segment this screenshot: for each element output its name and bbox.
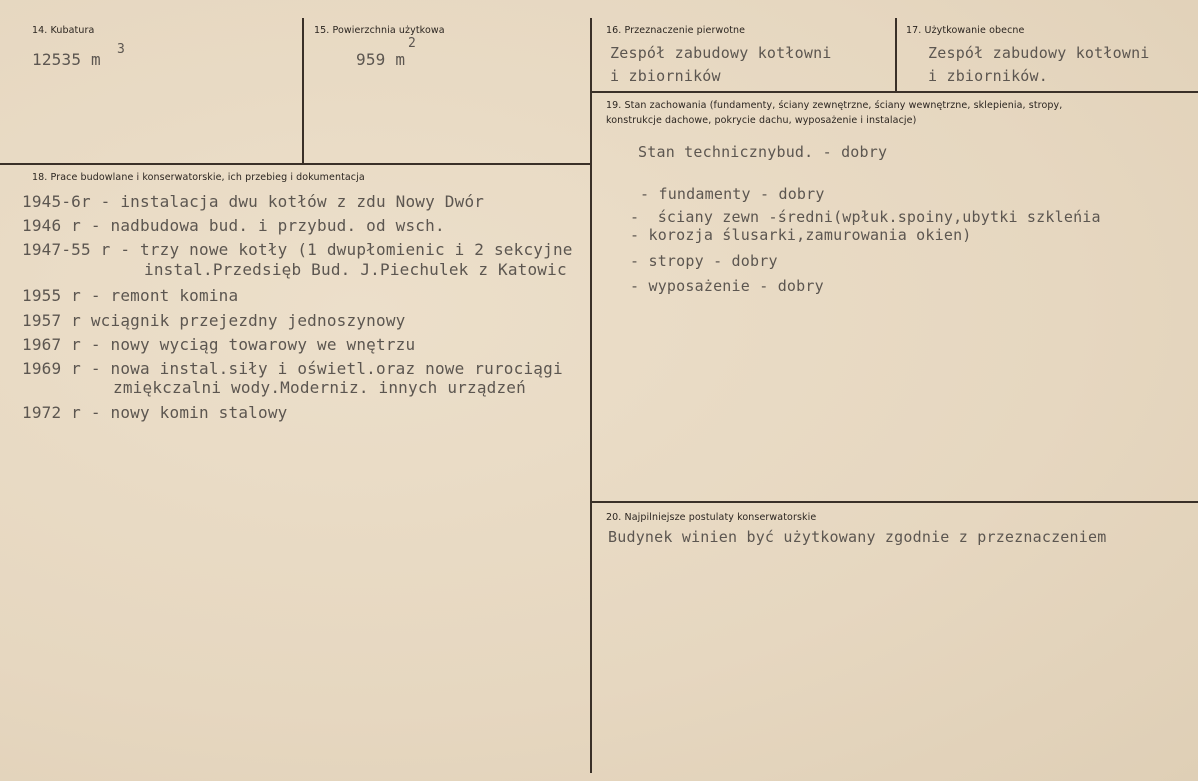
field-18-line-10: 1972 r - nowy komin stalowy: [22, 403, 288, 422]
field-19-line-5: - stropy - dobry: [630, 252, 778, 270]
field-17-label: 17. Użytkowanie obecne: [906, 25, 1025, 36]
field-19-line-2: - fundamenty - dobry: [640, 185, 825, 203]
field-17-line-1: Zespół zabudowy kotłowni: [928, 44, 1150, 62]
divider-h3: [590, 501, 1198, 503]
field-14-value: 12535 m: [32, 50, 101, 69]
field-14-unit-sup: 3: [117, 42, 125, 57]
divider-v3: [895, 18, 897, 92]
field-18-line-9: zmiękczalni wody.Moderniz. innych urządzeń: [113, 378, 526, 397]
field-14-label: 14. Kubatura: [32, 25, 95, 36]
field-16-label: 16. Przeznaczenie pierwotne: [606, 25, 746, 36]
field-15-label: 15. Powierzchnia użytkowa: [314, 25, 445, 36]
field-20-label: 20. Najpilniejsze postulaty konserwatorskie: [606, 512, 817, 523]
field-19-line-4: - korozja ślusarki,zamurowania okien): [630, 226, 972, 244]
field-17-line-2: i zbiorników.: [928, 67, 1048, 85]
field-15-value: 959 m: [356, 50, 406, 69]
field-18-line-8: 1969 r - nowa instal.siły i oświetl.oraz nowe rurociągi: [22, 359, 563, 378]
field-19-line-1: Stan technicznybud. - dobry: [638, 143, 888, 161]
field-18-label: 18. Prace budowlane i konserwatorskie, ich przebieg i dokumentacja: [32, 172, 365, 183]
divider-h1: [0, 163, 592, 165]
field-19-line-6: - wyposażenie - dobry: [630, 277, 824, 295]
field-18-line-5: 1955 r - remont komina: [22, 286, 239, 305]
field-19-label-line-2: konstrukcje dachowe, pokrycie dachu, wyposażenie i instalacje): [606, 115, 917, 126]
field-20-line-1: Budynek winien być użytkowany zgodnie z przeznaczeniem: [608, 528, 1107, 546]
field-15-unit-sup: 2: [408, 36, 416, 51]
field-18-line-2: 1946 r - nadbudowa bud. i przybud. od wsch.: [22, 216, 445, 235]
field-18-line-7: 1967 r - nowy wyciąg towarowy we wnętrzu: [22, 335, 416, 354]
field-18-line-4: instal.Przedsięb Bud. J.Piechulek z Katowic: [144, 260, 567, 279]
field-18-line-3: 1947-55 r - trzy nowe kotły (1 dwupłomienic i 2 sekcyjne: [22, 240, 573, 259]
field-16-line-1: Zespół zabudowy kotłowni: [610, 44, 832, 62]
field-19-line-3: - ściany zewn -średni(wpłuk.spoiny,ubytki szkleńia: [630, 208, 1101, 226]
divider-v2: [590, 18, 592, 773]
field-18-line-1: 1945-6r - instalacja dwu kotłów z zdu Nowy Dwór: [22, 192, 485, 211]
field-16-line-2: i zbiorników: [610, 67, 721, 85]
field-19-label-line-1: 19. Stan zachowania (fundamenty, ściany zewnętrzne, ściany wewnętrzne, sklepienia, stropy,: [606, 100, 1063, 111]
divider-h2: [590, 91, 1198, 93]
divider-v1: [302, 18, 304, 164]
field-18-line-6: 1957 r wciągnik przejezdny jednoszynowy: [22, 311, 406, 330]
